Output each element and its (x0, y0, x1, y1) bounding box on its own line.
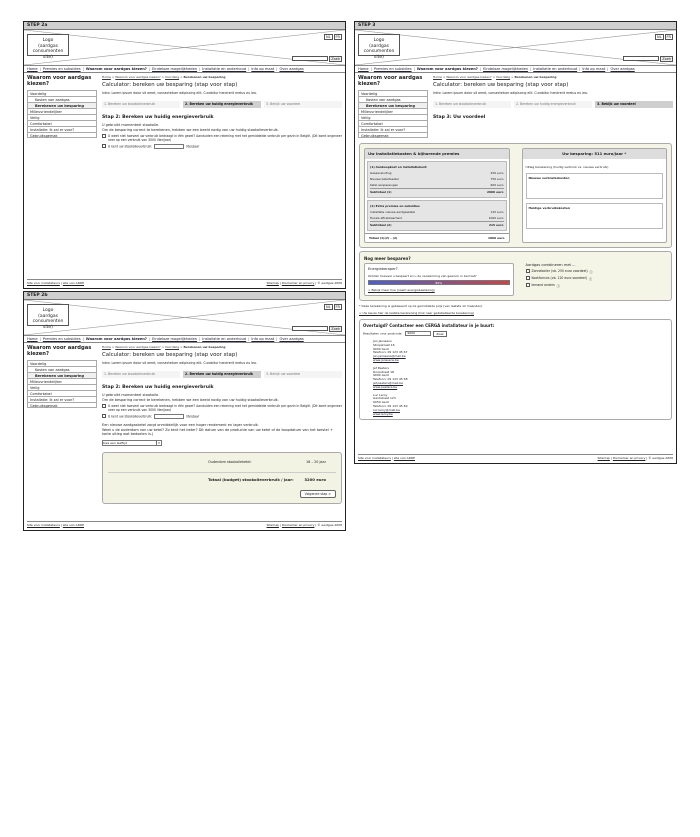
chevron-down-icon: ▾ (156, 441, 161, 445)
step-3: 3. Bekijk uw voordeel (264, 371, 342, 378)
boiler-age-select[interactable]: Kies een leeftijd ▾ (102, 440, 162, 446)
copyright: © aardgas 2009 (317, 281, 342, 285)
step-3: 3. Bekijk uw voordeel (595, 101, 673, 108)
language-switch[interactable] (324, 304, 342, 310)
checkbox[interactable] (526, 276, 530, 280)
language-switch[interactable] (655, 34, 673, 40)
text: U gebruikt momenteel stookolie. (102, 123, 160, 127)
nav-mogelijkheden[interactable]: Eindeloze mogelijkheden (152, 67, 198, 71)
board-label: STEP 2b (24, 292, 345, 300)
footer: Site voor installateurs | site van ADRE Sitemap | Disclaimer en privacy | © aardgas 2009 (27, 523, 342, 527)
nav-info[interactable]: Info op maat (251, 337, 275, 341)
section-title: (1) Aankoopkost en installatiekost: (370, 165, 428, 169)
main-nav: Home | Premies en subsidies | Waarom voor aardgas kiezen? | Eindeloze mogelijkheden | Installatie en onderhoud | Info op maat | Over aardgas (355, 66, 676, 73)
search-button[interactable]: Zoek (331, 327, 340, 331)
sidebar-item[interactable]: Veilig (27, 114, 97, 120)
sidebar-item[interactable]: Gebruiksgemak (358, 132, 428, 138)
lang-fr[interactable]: FR (335, 35, 340, 39)
wireframe-step-2a (23, 21, 346, 289)
checkbox[interactable] (526, 283, 530, 287)
total-label: Totaal (budget) stookolieverbruik / jaar: (208, 476, 294, 482)
nav-info[interactable]: Info op maat (582, 67, 606, 71)
board-label: STEP 2a (24, 22, 345, 30)
search-bar (292, 326, 342, 332)
step-heading: Stap 3: Uw voordeel (433, 115, 486, 120)
search-button[interactable]: Zoek (331, 57, 340, 61)
installer-panel: Overtuigd? Contacteer een CERGA installateur in je buurt: Resultaten voor postcode: 9000 Zoek Jan Janssens Stropstraat 16 9000 Gent Telefoon: 09 123 45 67 jan.janssens@mail.be www.janssens.be Jef Peeters Dorpstraat 18 9000 Gent Telefoon: 09 123 45 68 jef.peeters@mail.be www.peeters.be Luc Leroy Gentstraat 123 9050 Gent Telefoon: 09 123 45 69 luc.leroy@mail.be www.leroy.be (359, 319, 672, 420)
lang-fr[interactable]: FR (335, 305, 340, 309)
footer-link[interactable]: Sitemap (266, 523, 279, 527)
sidebar-item[interactable]: Voordelig (27, 360, 97, 366)
installer-contact: Jan Janssens Stropstraat 16 9000 Gent Telefoon: 09 123 45 67 jan.janssens@mail.be www.janssens.be (373, 339, 408, 362)
result-label: Ouderdom stookolieketel: (208, 459, 252, 464)
sidebar-item[interactable]: Kosten van aardgas (358, 96, 428, 102)
search-bar (292, 56, 342, 62)
step-1[interactable]: 1. Bereken uw stookolieverbruik (102, 371, 180, 378)
step-2[interactable]: 2. Bereken uw huidig energieverbruik (514, 101, 592, 108)
search-input[interactable] (623, 56, 659, 61)
footer-link[interactable]: site van ADRE (393, 456, 415, 460)
intro-text: Intro: Lorem ipsum dolor sit amet, consectetuer adipiscing elit. Curabitur hendrerit metus eu leo. (102, 361, 257, 365)
footer-link[interactable]: Sitemap (597, 456, 610, 460)
step-2: 2. Bereken uw huidig energieverbruik (183, 101, 261, 108)
logo[interactable]: Logo (aardgas consumenten site) (27, 304, 69, 326)
step-2: 2. Bereken uw huidig energieverbruik (183, 371, 261, 378)
sidebar-item[interactable]: Berekenen uw besparing (27, 102, 97, 108)
nav-waarom[interactable]: Waarom voor aardgas kiezen? (85, 337, 147, 341)
search-button[interactable]: Zoek (433, 331, 446, 337)
search-input[interactable] (292, 326, 328, 331)
nav-over[interactable]: Over aardgas (279, 337, 304, 341)
footer-link[interactable]: Site voor installateurs (358, 456, 391, 460)
text: Uitleg berekening (huidig verbruik vs. nieuwe verbruik) (525, 165, 609, 169)
wireframe-step-2b (23, 291, 346, 531)
sidebar-item[interactable]: Berekenen uw besparing (358, 102, 428, 108)
logo[interactable]: Logo (aardgas consumenten site) (27, 34, 69, 56)
logo[interactable]: Logo (aardgas consumenten site) (358, 34, 400, 56)
footer-link[interactable]: Disclaimer en privacy (281, 281, 315, 285)
language-switch[interactable] (324, 34, 342, 40)
text: Om de besparing correct te berekenen, hebben we een beeld nodig van uw huidig stookolieverbruik. (102, 127, 279, 132)
footer-link[interactable]: Site voor installateurs (27, 281, 60, 285)
footer: Site voor installateurs | site van ADRE Sitemap | Disclaimer en privacy | © aardgas 2009 (358, 456, 673, 460)
section-title: Nog meer besparen? (364, 256, 411, 261)
installer-contact: Jef Peeters Dorpstraat 18 9000 Gent Telefoon: 09 123 45 68 jef.peeters@mail.be www.peeters.be (373, 365, 408, 389)
sidebar-item[interactable]: Kosten van aardgas (27, 366, 97, 372)
average-usage-option[interactable]: U weet niet hoeveel uw verbruik bedraagt in één gezet? Aanduiden een rekening met het gemiddelde verbruik per gezin in België. (Dit komt ongeveer neer op een verbruik van 3000 liter/jaar) (102, 134, 342, 142)
next-step-button[interactable]: Volgende stap > (300, 490, 336, 498)
search-bar (623, 56, 673, 62)
checkbox[interactable] (102, 414, 106, 418)
sidebar-title: Waarom voor aardgas kiezen? (27, 345, 92, 357)
footer-link[interactable]: Disclaimer en privacy (612, 456, 646, 460)
step-1[interactable]: 1. Bereken uw stookolieverbruik (102, 101, 180, 108)
nav-home[interactable]: Home (358, 67, 369, 71)
sidebar-title: Waarom voor aardgas kiezen? (27, 75, 92, 87)
nav-info[interactable]: Info op maat (251, 67, 275, 71)
sidebar (27, 345, 97, 504)
sidebar-item[interactable]: Comfortabel (358, 120, 428, 126)
info-icon[interactable]: ⓘ (589, 270, 593, 274)
search-input[interactable] (292, 56, 328, 61)
nav-mogelijkheden[interactable]: Eindeloze mogelijkheden (152, 337, 198, 341)
footnote: * Deze berekening is gebaseerd op de gemiddelde prijs (van laatste 12 maanden). (359, 304, 484, 308)
main-content (428, 75, 673, 138)
energy-card: Energieberaper? Ontdek hoeveel u bespaart en u de verwarming van gewoon in bed zet? 80% > Bekijk meer hoe (naam energiebeslissing) (364, 263, 514, 296)
nav-premies[interactable]: Premies en subsidies (42, 337, 81, 341)
step-indicator (102, 101, 342, 108)
detail-link[interactable]: > Uw keuze hier de laatste berekening (link naar gedetailleerde berekening) (359, 311, 474, 315)
board-label: STEP 3 (355, 22, 676, 30)
sidebar-item[interactable]: Gebruiksgemak (27, 402, 97, 408)
info-icon[interactable]: ⓘ (589, 277, 593, 281)
step-3: 3. Bekijk uw voordeel (264, 101, 342, 108)
combine-options: Aardgas combineren met ... Zonneboiler (vb. 250 euro voordeel) ⓘ Kookfornuis (vb. 120 euro voordeel) ⓘ Iemand anders ⓘ (525, 263, 593, 288)
sidebar-item[interactable]: Voordelig (358, 90, 428, 96)
footer-link[interactable]: Sitemap (266, 281, 279, 285)
main-content (97, 345, 342, 504)
sidebar-item[interactable]: Comfortabel (27, 390, 97, 396)
footer-link[interactable]: site van ADRE (62, 523, 84, 527)
sidebar (358, 75, 428, 138)
section-title: (2) Extra premies en subsidies (370, 204, 420, 208)
text: Een nieuwe aardgasketel zorgt onmiddellijk voor een hoger rendement en lager verbruik. (102, 423, 259, 428)
current-costs-box: Huidige verbruikskosten (526, 203, 664, 229)
sidebar-item[interactable]: Milieuvriendelijker (27, 108, 97, 114)
nav-installatie[interactable]: Installatie en onderhoud (202, 337, 247, 341)
nav-over[interactable]: Over aardgas (279, 67, 304, 71)
footer-link[interactable]: Disclaimer en privacy (281, 523, 315, 527)
intro-text: Intro: Lorem ipsum dolor sit amet, consectetuer adipiscing elit. Curabitur hendrerit metus eu leo. (433, 91, 588, 95)
installation-costs-card: Uw installatiekosten & bijhorende premies (1) Aankoopkost en installatiekost: Gasaansluiting 250 euro Nieuwe keteltoestel 750 euro Ketel aanpassingen 600 euro Subtotaal (1) 2000 euro (2) Extra premies en subsidies Installatie nieuwe aardgasketel 125 euro Fiscale aftrekbaarheid 1000 euro Subtotaal (2) 215 euro Totaal (1)(2) – (2) 1800 euro (364, 148, 510, 243)
usage-input[interactable] (154, 414, 184, 419)
info-icon[interactable]: ⓘ (556, 284, 560, 288)
results-panel (359, 143, 672, 248)
nav-home[interactable]: Home (27, 67, 38, 71)
sidebar (27, 75, 97, 149)
nav-premies[interactable]: Premies en subsidies (42, 67, 81, 71)
lang-fr[interactable]: FR (666, 35, 671, 39)
intro-text: Intro: Lorem ipsum dolor sit amet, consectetuer adipiscing elit. Curabitur hendrerit metus eu leo. (102, 91, 257, 95)
page-title: Calculator: bereken uw besparing (stap voor stap) (102, 82, 238, 88)
page-title: Calculator: bereken uw besparing (stap voor stap) (102, 352, 238, 358)
lang-nl[interactable]: NL (325, 305, 331, 309)
sidebar-item[interactable]: Milieuvriendelijker (358, 108, 428, 114)
savings-card (522, 148, 668, 243)
copyright: © aardgas 2009 (317, 523, 342, 527)
nav-installatie[interactable]: Installatie en onderhoud (533, 67, 578, 71)
step-1[interactable]: 1. Bereken uw stookolieverbruik (433, 101, 511, 108)
nav-home[interactable]: Home (27, 337, 38, 341)
header (355, 30, 676, 66)
main-nav: Home | Premies en subsidies | Waarom voor aardgas kiezen? | Eindeloze mogelijkheden | Installatie en onderhoud | Info op maat | Over aardgas (24, 336, 345, 343)
sidebar-item[interactable]: Veilig (27, 384, 97, 390)
checkbox[interactable] (102, 404, 106, 408)
section-title: Overtuigd? Contacteer een CERGA installateur in je buurt: (363, 323, 495, 328)
search-button[interactable]: Zoek (662, 57, 671, 61)
step-heading: Stap 2: Bereken uw huidig energieverbruik (102, 385, 214, 390)
sidebar-item[interactable]: Berekenen uw besparing (27, 372, 97, 378)
result-box (102, 452, 342, 504)
page-title: Calculator: bereken uw besparing (stap voor stap) (433, 82, 569, 88)
step-indicator (102, 371, 342, 378)
card-title: Uw installatiekosten & bijhorende premies (365, 149, 509, 159)
known-usage-option[interactable]: U kent uw stookolieverbruik: liter/jaar (102, 144, 342, 149)
copyright: © aardgas 2009 (648, 456, 673, 460)
footer-link[interactable]: Site voor installateurs (27, 523, 60, 527)
text: Om de besparing correct te berekenen, hebben we een beeld nodig van uw huidig stookolieverbruik. (102, 397, 279, 402)
header (24, 300, 345, 336)
sidebar-item[interactable]: Installatie: Ik zal er voor? (27, 396, 97, 402)
text: U gebruikt momenteel stookolie. (102, 393, 160, 397)
checkbox[interactable] (526, 269, 530, 273)
nav-mogelijkheden[interactable]: Eindeloze mogelijkheden (483, 67, 529, 71)
wireframe-step-3 (354, 21, 677, 464)
checkbox[interactable] (102, 144, 106, 148)
header (24, 30, 345, 66)
footer: Site voor installateurs | site van ADRE Sitemap | Disclaimer en privacy | © aardgas 2009 (27, 281, 342, 285)
main-nav: Home | Premies en subsidies | Waarom voor aardgas kiezen? | Eindeloze mogelijkheden | Installatie en onderhoud | Info op maat | Over aardgas (24, 66, 345, 73)
postcode-input[interactable]: 9000 (405, 331, 431, 336)
sidebar-item[interactable]: Installatie: Ik zal er voor? (358, 126, 428, 132)
sidebar-title: Waarom voor aardgas kiezen? (358, 75, 423, 87)
nav-waarom[interactable]: Waarom voor aardgas kiezen? (85, 67, 147, 71)
nav-over[interactable]: Over aardgas (610, 67, 635, 71)
sidebar-item[interactable]: Gebruiksgemak (27, 132, 97, 138)
sidebar-item[interactable]: Veilig (358, 114, 428, 120)
energy-link[interactable]: > Bekijk meer hoe (naam energiebeslissing) (368, 288, 435, 292)
text: Weet u de ouderdom van uw ketel? Zo kent het beter? Dit datum van de productie van uw ketel of de koopdatum van het toestel + korte uitleg wat bedoelen is.) (102, 427, 333, 437)
extra-savings-panel (359, 251, 672, 301)
usage-input[interactable] (154, 144, 184, 149)
lang-nl[interactable]: NL (656, 35, 662, 39)
sidebar-item[interactable]: Comfortabel (27, 120, 97, 126)
nav-premies[interactable]: Premies en subsidies (373, 67, 412, 71)
lang-nl[interactable]: NL (325, 35, 331, 39)
step-heading: Stap 2: Bereken uw huidig energieverbruik (102, 115, 214, 120)
step-indicator (433, 101, 673, 108)
main-content (97, 75, 342, 149)
sidebar-item[interactable]: Voordelig (27, 90, 97, 96)
card-title: Uw besparing: 511 euro/jaar * (523, 149, 667, 159)
nav-waarom[interactable]: Waarom voor aardgas kiezen? (416, 67, 478, 71)
sidebar-item[interactable]: Kosten van aardgas (27, 96, 97, 102)
sidebar-item[interactable]: Installatie: Ik zal er voor? (27, 126, 97, 132)
result-value: 16 – 20 jaar (305, 459, 326, 464)
footer-link[interactable]: site van ADRE (62, 281, 84, 285)
installer-contact: Luc Leroy Gentstraat 123 9050 Gent Telefoon: 09 123 45 69 luc.leroy@mail.be www.leroy.be (373, 392, 408, 416)
nav-installatie[interactable]: Installatie en onderhoud (202, 67, 247, 71)
checkbox[interactable] (102, 134, 106, 138)
average-usage-option[interactable]: U weet niet hoeveel uw verbruik bedraagt in één gezet? Aanduiden een rekening met het gemiddelde verbruik per gezin in België. (Dit komt ongeveer neer op een verbruik van 3000 liter/jaar) (102, 404, 342, 412)
breadcrumb: Home > Waarom voor aardgas kiezen? > Voordelig > Berekenen uw besparing (102, 75, 226, 79)
sidebar-item[interactable]: Milieuvriendelijker (27, 378, 97, 384)
new-costs-box: Nieuwe verbruikskosten (526, 173, 664, 199)
energy-slider[interactable]: 80% (368, 280, 510, 285)
known-usage-option[interactable]: U kent uw stookolieverbruik: liter/jaar (102, 414, 342, 419)
total-value: 3200 euro (304, 476, 326, 482)
breadcrumb: Home > Waarom voor aardgas kiezen? > Voordelig > Berekenen uw besparing (433, 75, 557, 79)
breadcrumb: Home > Waarom voor aardgas kiezen? > Voordelig > Berekenen uw besparing (102, 345, 226, 349)
